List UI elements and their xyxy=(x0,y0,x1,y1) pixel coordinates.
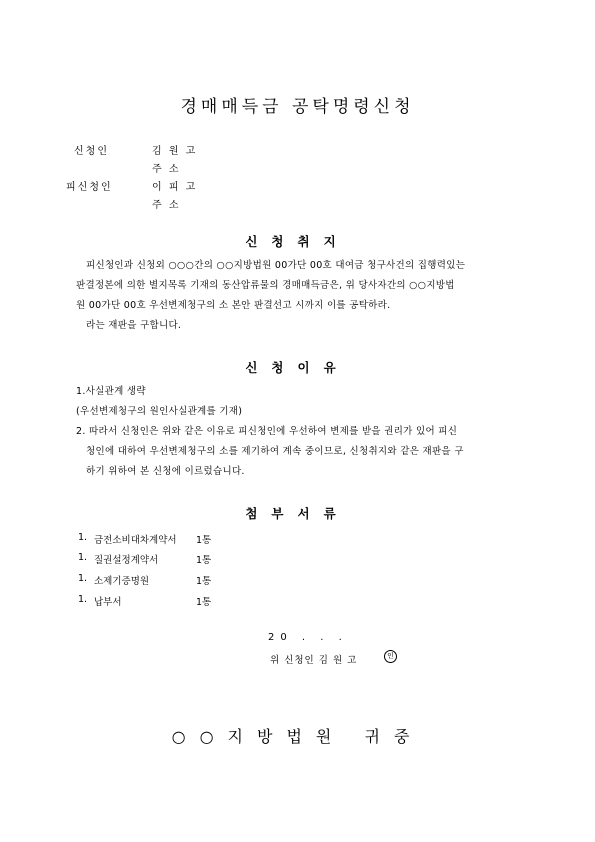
seal-mark: 인 xyxy=(384,650,397,663)
reason-line: 청인에 대하여 우선변제청구의 소를 제기하여 계속 중이므로, 신청취지와 같은 재판을 구 xyxy=(86,446,464,457)
applicant-address-label: 주 소 xyxy=(152,164,181,175)
date-line: 20 . . . xyxy=(268,632,348,643)
court-addressee: ○○지방법원 귀중 xyxy=(171,727,424,746)
respondent-address-label: 주 소 xyxy=(152,200,181,211)
attachment-name: 납부서 xyxy=(94,597,122,608)
attachment-num: 1. xyxy=(78,552,88,563)
attachment-count: 1통 xyxy=(196,597,212,608)
purpose-body xyxy=(76,256,536,336)
applicant-name: 김 원 고 xyxy=(152,146,198,157)
respondent-label: 피신청인 xyxy=(66,182,113,193)
attachment-name: 질권설정계약서 xyxy=(94,555,159,566)
attachment-name: 금전소비대차계약서 xyxy=(94,535,177,546)
purpose-line: 피신청인과 신청외 ○○○간의 ○○지방법원 00가단 00호 대여금 청구사건의 집행력있는 xyxy=(86,260,466,271)
purpose-line: 원 00가단 00호 우선변제청구의 소 본안 판결선고 시까지 이를 공탁하라. xyxy=(76,300,391,311)
attachment-count: 1통 xyxy=(196,535,212,546)
reason-body xyxy=(76,382,536,482)
attachment-count: 1통 xyxy=(196,555,212,566)
document-title: 경매매득금 공탁명령신청 xyxy=(180,97,415,117)
attachment-num: 1. xyxy=(78,594,88,605)
attachment-num: 1. xyxy=(78,532,88,543)
signature-line: 위 신청인 김 원 고 xyxy=(270,655,358,666)
attachment-num: 1. xyxy=(78,573,88,584)
applicant-label: 신청인 xyxy=(74,146,109,157)
attachment-count: 1통 xyxy=(196,576,212,587)
attachment-name: 소제기증명원 xyxy=(94,576,150,587)
purpose-heading: 신청취지 xyxy=(245,234,350,249)
reason-line: 2. 따라서 신청인은 위와 같은 이유로 피신청인에 우선하여 변제를 받을 권리가 있어 피신 xyxy=(76,426,458,437)
reason-line: 1.사실관계 생략 xyxy=(76,386,146,397)
respondent-name: 이 피 고 xyxy=(152,182,198,193)
purpose-line: 판결정본에 의한 별지목록 기재의 동산압류물의 경매매득금은, 위 당사자간의 ○○지방법 xyxy=(76,280,455,291)
reason-heading: 신청이유 xyxy=(245,360,350,375)
purpose-line: 라는 재판을 구합니다. xyxy=(86,320,182,331)
reason-line: (우선변제청구의 원인사실관계를 기재) xyxy=(76,406,243,417)
reason-line: 하기 위하여 본 신청에 이르렀습니다. xyxy=(86,466,245,477)
attachments-heading: 첨부서류 xyxy=(245,506,350,521)
